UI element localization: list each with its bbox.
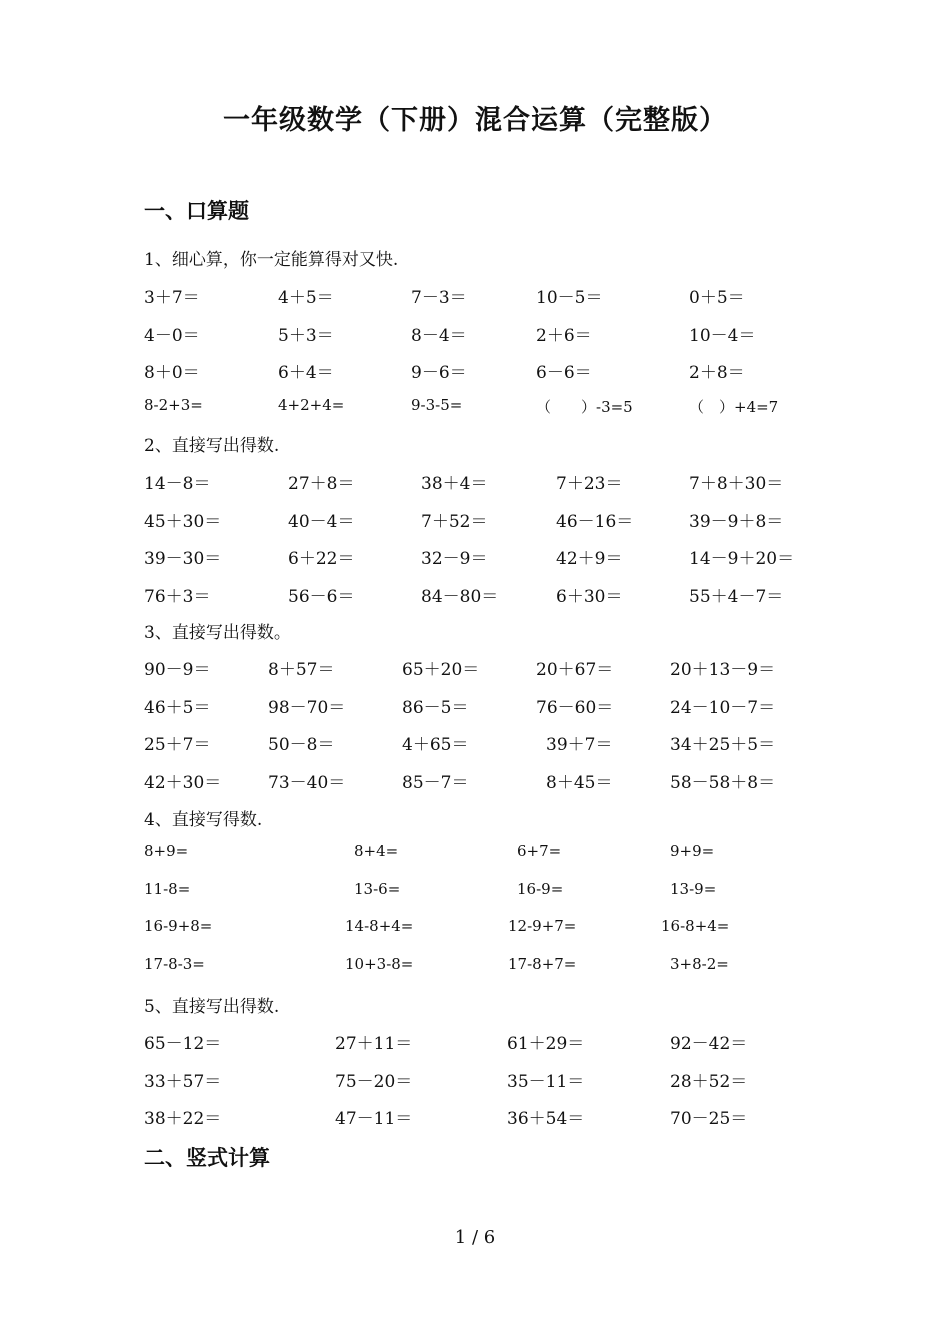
- equation-cell: 0＋5＝: [689, 288, 745, 308]
- equation-cell: 8＋57＝: [268, 660, 335, 680]
- equation-cell: 76－60＝: [536, 697, 614, 718]
- equation-cell: 3+8-2=: [670, 954, 729, 973]
- equation-cell: 27＋11＝: [335, 1034, 413, 1054]
- equation-cell: 98－70＝: [268, 697, 346, 718]
- section-heading-vertical-calc: 二、竖式计算: [144, 1146, 270, 1170]
- equation-cell: 55＋4－7＝: [689, 586, 784, 607]
- equation-cell: 38＋4＝: [421, 474, 488, 494]
- equation-cell: 12-9+7=: [508, 917, 577, 935]
- equation-cell: 24－10－7＝: [670, 697, 776, 718]
- equation-cell: 58－58＋8＝: [670, 772, 776, 793]
- equation-cell: 33＋57＝: [144, 1071, 222, 1092]
- equation-cell: 50－8＝: [268, 735, 335, 755]
- equation-cell: 73－40＝: [268, 772, 346, 793]
- equation-cell: 42＋9＝: [556, 549, 623, 569]
- equation-cell: 6+7=: [517, 842, 562, 860]
- equation-cell: 4－0＝: [144, 325, 200, 346]
- equation-cell: 10+3-8=: [345, 954, 414, 973]
- question-4-instruction: 4、直接写得数.: [144, 810, 263, 830]
- equation-cell: 32－9＝: [421, 549, 488, 569]
- equation-cell: （ ）+4=7: [689, 397, 779, 416]
- equation-cell: 27＋8＝: [288, 474, 355, 494]
- equation-cell: 14-8+4=: [345, 917, 414, 935]
- question-3-instruction: 3、直接写出得数。: [144, 623, 291, 643]
- equation-cell: 40－4＝: [288, 511, 355, 532]
- equation-cell: 6＋22＝: [288, 549, 355, 569]
- equation-cell: 7＋52＝: [421, 511, 488, 532]
- equation-cell: 10－4＝: [689, 325, 756, 346]
- equation-cell: 85－7＝: [402, 772, 469, 793]
- equation-cell: 20＋13－9＝: [670, 660, 776, 680]
- equation-cell: 16-8+4=: [661, 917, 730, 935]
- equation-cell: 14－9＋20＝: [689, 549, 795, 569]
- equation-cell: 86－5＝: [402, 697, 469, 718]
- question-1-instruction: 1、细心算，你一定能算得对又快.: [144, 250, 399, 270]
- equation-cell: 56－6＝: [288, 586, 355, 607]
- equation-cell: 9－6＝: [411, 363, 467, 383]
- question-5-instruction: 5、直接写出得数.: [144, 997, 280, 1017]
- equation-cell: 39－30＝: [144, 549, 222, 569]
- equation-cell: 6＋4＝: [278, 363, 334, 383]
- equation-cell: 4＋5＝: [278, 288, 334, 308]
- equation-cell: 65＋20＝: [402, 660, 480, 680]
- equation-cell: 92－42＝: [670, 1034, 748, 1054]
- equation-cell: 45＋30＝: [144, 511, 222, 532]
- equation-cell: 6＋30＝: [556, 586, 623, 607]
- equation-cell: （ ）-3=5: [536, 397, 633, 416]
- equation-cell: 84－80＝: [421, 586, 499, 607]
- equation-cell: 8－4＝: [411, 325, 467, 346]
- equation-cell: 3＋7＝: [144, 288, 200, 308]
- equation-cell: 10－5＝: [536, 288, 603, 308]
- equation-cell: 4＋65＝: [402, 735, 469, 755]
- equation-cell: 8+9=: [144, 842, 189, 860]
- section-heading-mental-math: 一、口算题: [144, 199, 249, 223]
- equation-cell: 70－25＝: [670, 1109, 748, 1129]
- equation-cell: 20＋67＝: [536, 660, 614, 680]
- equation-cell: 16-9=: [517, 879, 564, 898]
- equation-cell: 8+4=: [354, 842, 399, 860]
- equation-cell: 39－9＋8＝: [689, 511, 784, 532]
- equation-cell: 8＋0＝: [144, 363, 200, 383]
- equation-cell: 42＋30＝: [144, 772, 222, 793]
- equation-cell: 9+9=: [670, 842, 715, 860]
- equation-cell: 7＋23＝: [556, 474, 623, 494]
- equation-cell: 61＋29＝: [507, 1034, 585, 1054]
- question-2-instruction: 2、直接写出得数.: [144, 436, 280, 456]
- equation-cell: 8-2+3=: [144, 395, 203, 414]
- equation-cell: 6－6＝: [536, 363, 592, 383]
- equation-cell: 46－16＝: [556, 511, 634, 532]
- equation-cell: 28＋52＝: [670, 1071, 748, 1092]
- equation-cell: 7－3＝: [411, 288, 467, 308]
- equation-cell: 17-8-3=: [144, 954, 205, 973]
- equation-cell: 9-3-5=: [411, 395, 463, 414]
- equation-cell: 13-6=: [354, 879, 401, 898]
- equation-cell: 38＋22＝: [144, 1109, 222, 1129]
- equation-cell: 17-8+7=: [508, 954, 577, 973]
- equation-cell: 46＋5＝: [144, 697, 211, 718]
- equation-cell: 5＋3＝: [278, 325, 334, 346]
- equation-cell: 35－11＝: [507, 1071, 585, 1092]
- equation-cell: 2＋8＝: [689, 363, 745, 383]
- equation-cell: 36＋54＝: [507, 1109, 585, 1129]
- equation-cell: 75－20＝: [335, 1071, 413, 1092]
- equation-cell: 65－12＝: [144, 1034, 222, 1054]
- page-title: 一年级数学（下册）混合运算（完整版）: [223, 105, 727, 136]
- equation-cell: 76＋3＝: [144, 586, 211, 607]
- equation-cell: 39＋7＝: [546, 735, 613, 755]
- equation-cell: 25＋7＝: [144, 735, 211, 755]
- equation-cell: 4+2+4=: [278, 395, 345, 414]
- equation-cell: 16-9+8=: [144, 917, 213, 935]
- page-number: 1 / 6: [454, 1227, 496, 1248]
- equation-cell: 13-9=: [670, 879, 717, 898]
- equation-cell: 2＋6＝: [536, 325, 592, 346]
- equation-cell: 47－11＝: [335, 1109, 413, 1129]
- equation-cell: 8＋45＝: [546, 772, 613, 793]
- equation-cell: 11-8=: [144, 879, 191, 898]
- equation-cell: 34＋25＋5＝: [670, 735, 776, 755]
- equation-cell: 14－8＝: [144, 474, 211, 494]
- equation-cell: 90－9＝: [144, 660, 211, 680]
- equation-cell: 7＋8＋30＝: [689, 474, 784, 494]
